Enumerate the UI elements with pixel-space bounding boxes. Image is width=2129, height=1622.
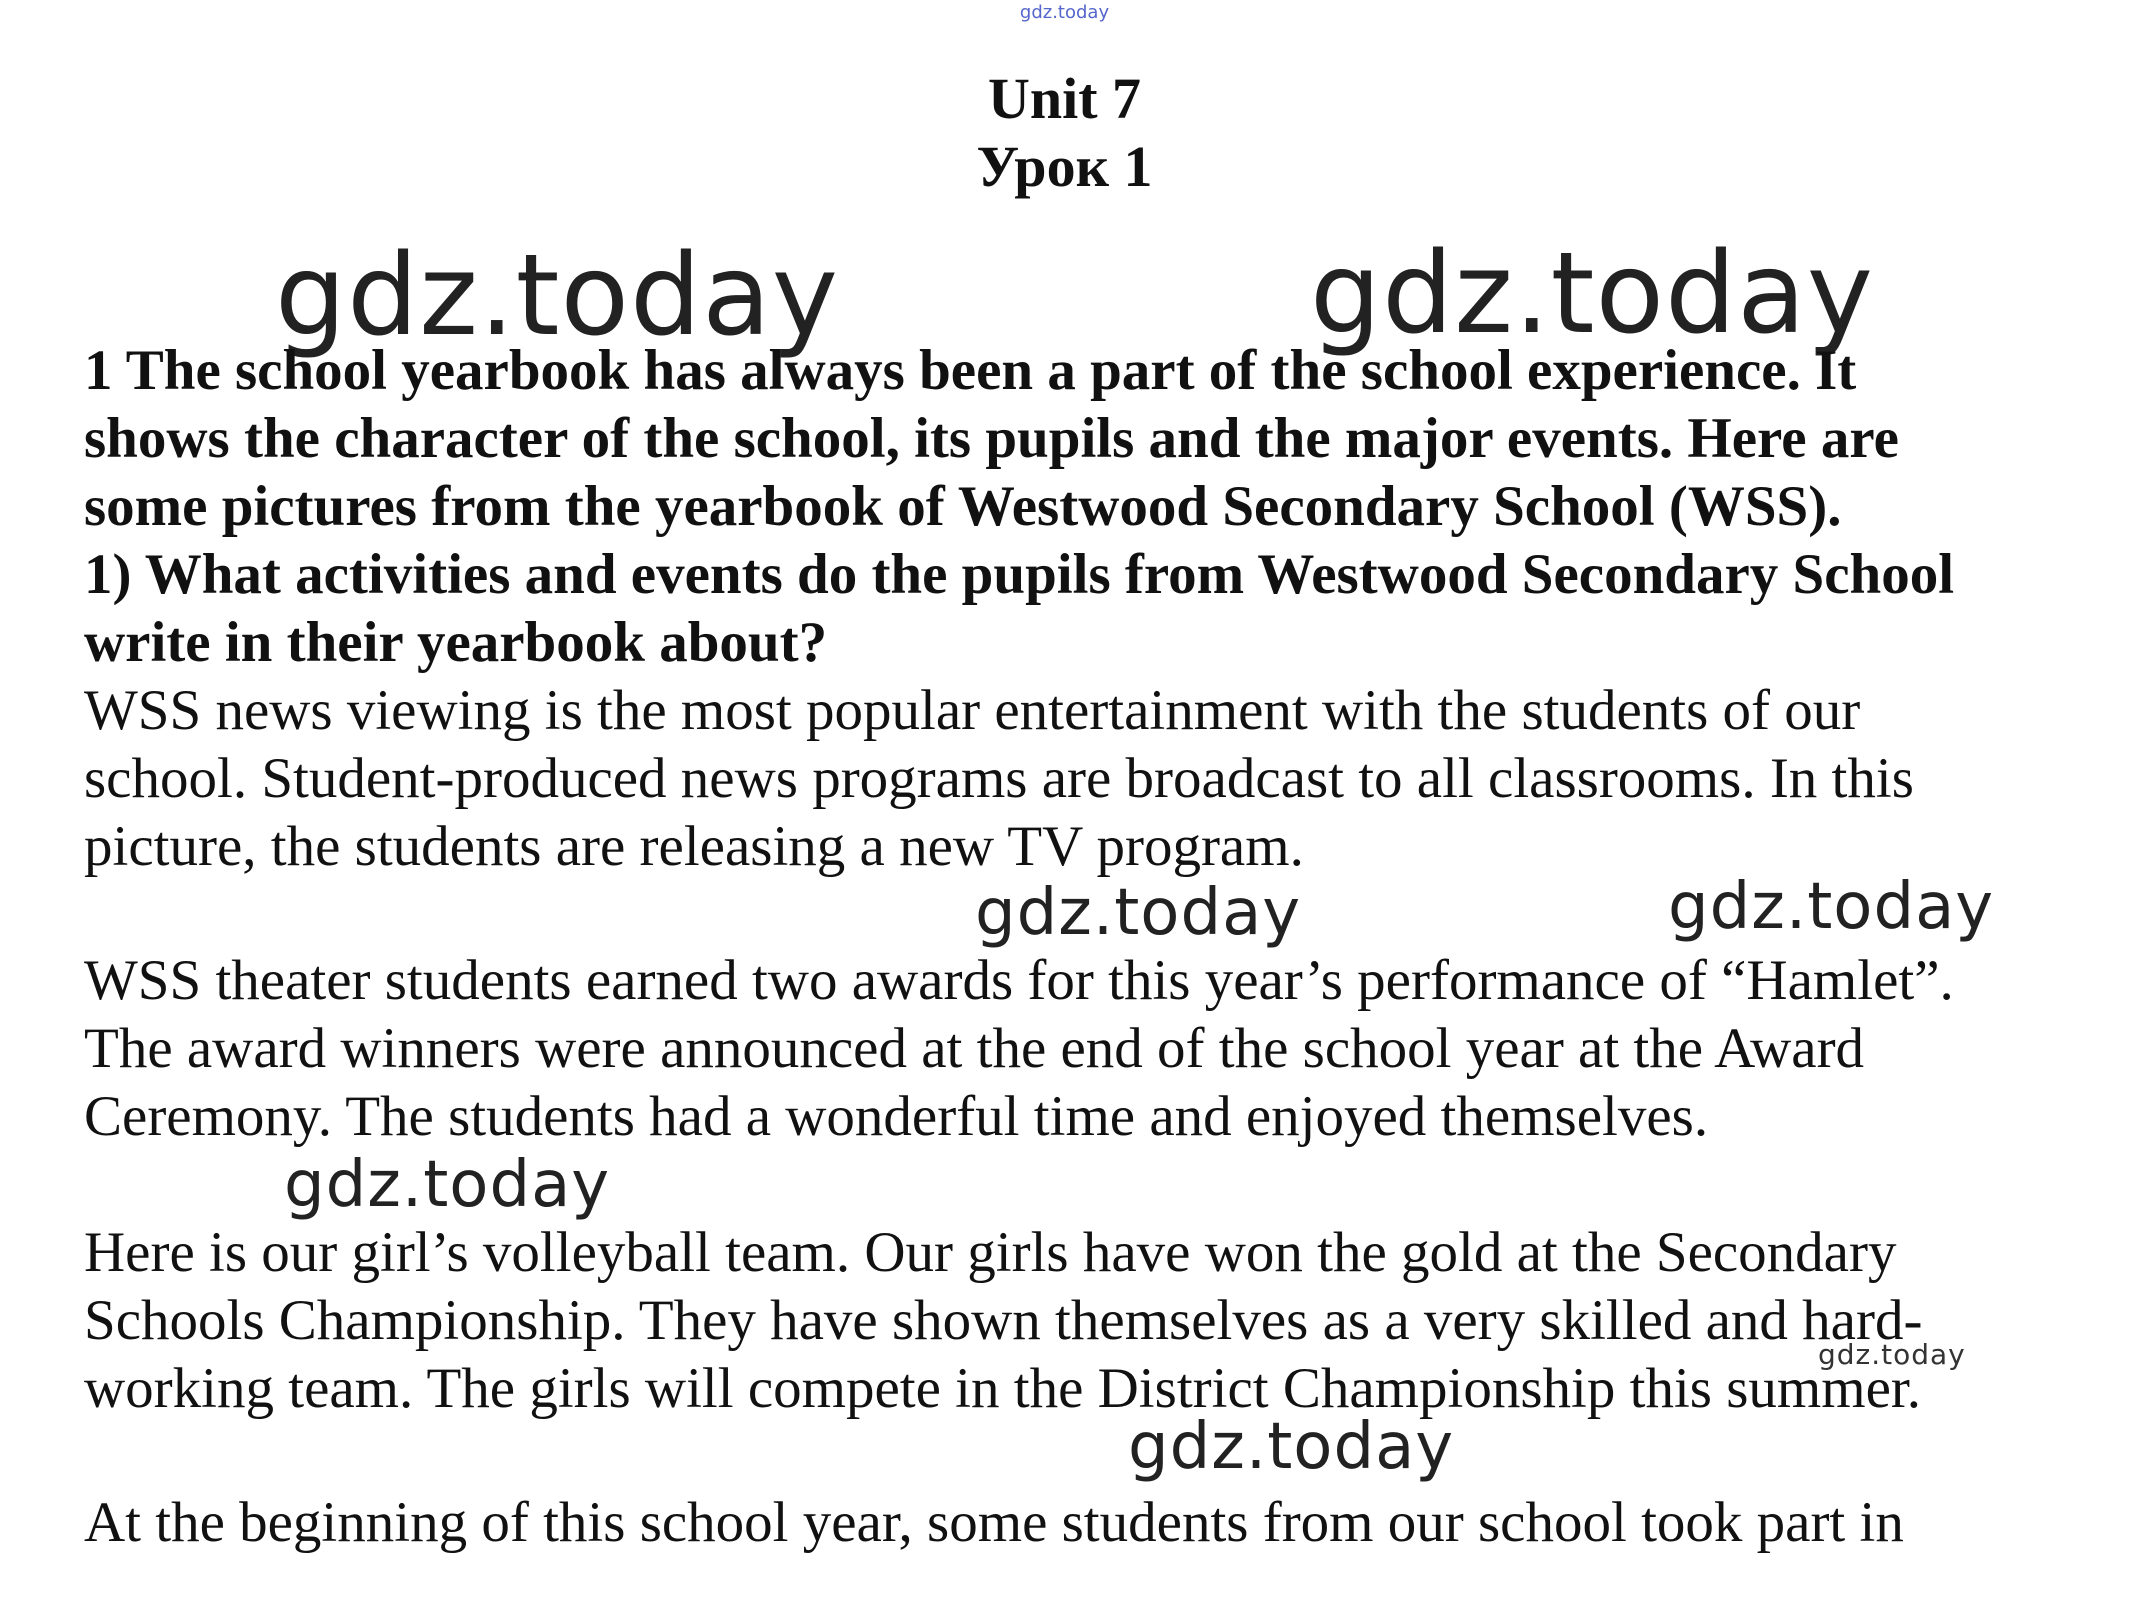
task-question-line-1: 1) What activities and events do the pupils from Westwood Secondary School	[84, 543, 1955, 606]
top-watermark: gdz.today	[1019, 2, 1110, 23]
watermark-mid-4: gdz.today	[1128, 1410, 1455, 1484]
answer-p4-line-1: At the beginning of this school year, some students from our school took part in	[84, 1491, 1904, 1554]
answer-p3-line-3: working team. The girls will compete in the District Championship this summer.	[84, 1357, 1921, 1420]
watermark-mid-3: gdz.today	[284, 1148, 611, 1222]
answer-p2-line-1: WSS theater students earned two awards for this year’s performance of “Hamlet”.	[84, 949, 1954, 1012]
unit-title: Unit 7	[987, 66, 1142, 131]
answer-p1-line-2: school. Student-produced news programs are broadcast to all classrooms. In this	[84, 747, 1914, 810]
watermark-mid-2: gdz.today	[1668, 870, 1995, 944]
task-question-line-2: write in their yearbook about?	[84, 611, 828, 674]
watermark-small: gdz.today	[1818, 1338, 1966, 1371]
answer-p2-line-2: The award winners were announced at the end of the school year at the Award	[84, 1017, 1865, 1080]
answer-p1-line-3: picture, the students are releasing a new TV program.	[84, 815, 1304, 878]
answer-p1-line-1: WSS news viewing is the most popular entertainment with the students of our	[84, 679, 1861, 742]
task-intro-line-1: 1 The school yearbook has always been a part of the school experience. It	[84, 339, 1857, 402]
watermark-large-left: gdz.today	[275, 231, 840, 361]
task-intro-line-2: shows the character of the school, its pupils and the major events. Here are	[84, 407, 1899, 470]
watermark-large-right: gdz.today	[1310, 229, 1875, 359]
answer-p3-line-1: Here is our girl’s volleyball team. Our girls have won the gold at the Secondary	[84, 1221, 1897, 1284]
answer-p3-line-2: Schools Championship. They have shown themselves as a very skilled and hard-	[84, 1289, 1923, 1352]
task-intro-line-3: some pictures from the yearbook of Westwood Secondary School (WSS).	[84, 475, 1842, 538]
watermark-mid-1: gdz.today	[975, 876, 1302, 950]
lesson-title: Урок 1	[976, 134, 1153, 199]
answer-p2-line-3: Ceremony. The students had a wonderful time and enjoyed themselves.	[84, 1085, 1709, 1148]
